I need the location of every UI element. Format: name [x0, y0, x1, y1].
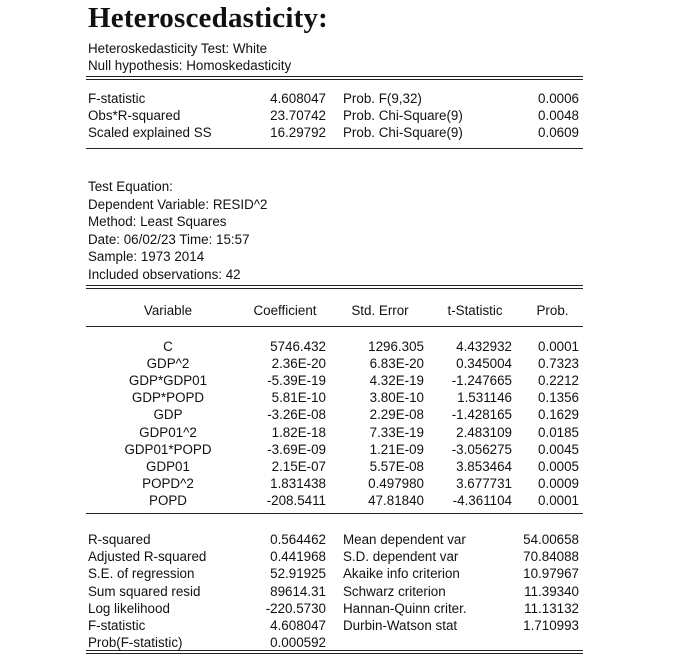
- column-header: Std. Error: [351, 303, 409, 318]
- summary-prob: 0.0609: [538, 125, 579, 140]
- stat-value: 52.91925: [270, 566, 326, 582]
- rule-stats-top: [86, 513, 583, 514]
- prob-value: 0.2212: [538, 373, 579, 389]
- rule-coef-top-2: [86, 288, 583, 289]
- variable-name: C: [163, 339, 173, 354]
- t-statistic-value: 1.531146: [457, 390, 512, 406]
- stat-value: 89614.31: [270, 583, 326, 599]
- variable-name: GDP*GDP01: [128, 373, 208, 389]
- prob-value: 0.0005: [538, 458, 579, 474]
- variable-name: GDP01^2: [139, 424, 197, 440]
- summary-label: Scaled explained SS: [88, 125, 212, 140]
- coefficient-value: 1.831438: [270, 475, 326, 491]
- t-statistic-value: 2.483109: [456, 424, 512, 440]
- stat-label: R-squared: [88, 532, 151, 547]
- t-statistic-value: -3.056275: [451, 441, 512, 457]
- column-header: Coefficient: [253, 303, 317, 318]
- rule-top-1: [86, 76, 583, 77]
- stat-value: 0.441968: [270, 549, 326, 565]
- summary-prob: 0.0048: [538, 108, 579, 123]
- variable-name: GDP^2: [146, 356, 190, 372]
- stat-value-2: 11.39340: [524, 583, 579, 599]
- stat-label: Adjusted R-squared: [88, 549, 207, 565]
- rule-bottom-2: [86, 653, 583, 654]
- variable-name: POPD: [149, 492, 187, 508]
- t-statistic-value: -1.428165: [451, 407, 512, 423]
- column-header: Prob.: [536, 303, 569, 318]
- equation-line: Date: 06/02/23 Time: 15:57: [88, 231, 250, 247]
- t-statistic-value: 4.432932: [456, 339, 512, 354]
- t-statistic-value: 3.853464: [456, 458, 512, 474]
- equation-line: Sample: 1973 2014: [88, 249, 205, 265]
- stat-value-2: 11.13132: [524, 600, 579, 616]
- stat-value: 4.608047: [270, 618, 326, 633]
- std-error-value: 4.32E-19: [369, 373, 424, 389]
- t-statistic-value: 3.677731: [456, 475, 512, 491]
- prob-value: 0.1629: [538, 407, 579, 423]
- equation-line: Test Equation:: [88, 179, 173, 194]
- rule-header-bottom: [86, 326, 583, 327]
- coefficient-value: 5746.432: [270, 339, 326, 354]
- prob-value: 0.0045: [538, 441, 579, 457]
- prob-value: 0.0001: [538, 492, 579, 508]
- coefficient-value: -3.69E-09: [267, 441, 326, 457]
- prob-value: 0.1356: [538, 390, 579, 406]
- stat-label-2: Durbin-Watson stat: [343, 618, 458, 633]
- std-error-value: 6.83E-20: [369, 356, 424, 372]
- std-error-value: 0.497980: [368, 475, 424, 491]
- stat-value: -220.5730: [265, 600, 326, 616]
- summary-prob-label: Prob. Chi-Square(9): [343, 125, 463, 140]
- stat-label: Sum squared resid: [88, 583, 201, 599]
- std-error-value: 1.21E-09: [369, 441, 424, 457]
- variable-name: GDP: [153, 407, 183, 423]
- equation-line: Dependent Variable: RESID^2: [88, 196, 268, 212]
- stat-value-2: 70.84088: [523, 549, 579, 565]
- stat-value: 0.000592: [270, 635, 326, 651]
- std-error-value: 3.80E-10: [369, 390, 424, 406]
- variable-name: POPD^2: [142, 475, 194, 491]
- test-name: Heteroskedasticity Test: White: [88, 41, 268, 56]
- stat-label-2: Mean dependent var: [343, 532, 466, 547]
- summary-value: 16.29792: [270, 125, 326, 140]
- stat-label: S.E. of regression: [88, 566, 195, 582]
- std-error-value: 47.81840: [368, 492, 424, 508]
- rule-summary-bottom: [86, 148, 583, 149]
- std-error-value: 2.29E-08: [369, 407, 424, 423]
- prob-value: 0.0001: [538, 339, 579, 354]
- coefficient-value: 5.81E-10: [271, 390, 326, 406]
- stat-label-2: S.D. dependent var: [343, 549, 459, 565]
- std-error-value: 5.57E-08: [369, 458, 424, 474]
- rule-top-2: [86, 79, 583, 80]
- coefficient-value: 2.15E-07: [271, 458, 326, 474]
- prob-value: 0.0185: [538, 424, 579, 440]
- equation-line: Method: Least Squares: [88, 214, 227, 230]
- t-statistic-value: 0.345004: [456, 356, 512, 372]
- summary-prob-label: Prob. F(9,32): [343, 91, 422, 106]
- t-statistic-value: -1.247665: [451, 373, 512, 389]
- summary-label: F-statistic: [88, 91, 146, 106]
- summary-prob-label: Prob. Chi-Square(9): [343, 108, 463, 123]
- page-title: Heteroscedasticity:: [88, 2, 329, 34]
- stat-label-2: Akaike info criterion: [343, 566, 460, 582]
- coefficient-value: -208.5411: [266, 492, 326, 508]
- std-error-value: 7.33E-19: [369, 424, 424, 440]
- null-hypothesis: Null hypothesis: Homoskedasticity: [88, 58, 292, 73]
- variable-name: GDP*POPD: [131, 390, 205, 406]
- column-header: Variable: [143, 303, 193, 318]
- stat-value-2: 1.710993: [523, 618, 579, 633]
- stat-label-2: Hannan-Quinn criter.: [343, 600, 467, 616]
- prob-value: 0.0009: [538, 475, 579, 491]
- stat-label: Log likelihood: [88, 600, 170, 616]
- stat-label: F-statistic: [88, 618, 146, 633]
- variable-name: GDP01: [146, 458, 190, 474]
- t-statistic-value: -4.361104: [452, 492, 512, 508]
- stat-label: Prob(F-statistic): [88, 635, 183, 651]
- summary-value: 23.70742: [270, 108, 326, 123]
- coefficient-value: 2.36E-20: [271, 356, 326, 372]
- coefficient-value: 1.82E-18: [271, 424, 326, 440]
- column-header: t-Statistic: [447, 303, 503, 318]
- coefficient-value: -3.26E-08: [267, 407, 326, 423]
- stat-value: 0.564462: [270, 532, 326, 547]
- coefficient-value: -5.39E-19: [267, 373, 326, 389]
- rule-coef-top-1: [86, 285, 583, 286]
- stat-value-2: 54.00658: [523, 532, 579, 547]
- prob-value: 0.7323: [538, 356, 579, 372]
- stat-label-2: Schwarz criterion: [343, 583, 446, 599]
- variable-name: GDP01*POPD: [124, 441, 212, 457]
- std-error-value: 1296.305: [368, 339, 424, 354]
- summary-prob: 0.0006: [538, 91, 579, 106]
- rule-bottom-1: [86, 650, 583, 651]
- summary-label: Obs*R-squared: [88, 108, 181, 123]
- equation-line: Included observations: 42: [88, 267, 241, 282]
- stat-value-2: 10.97967: [523, 566, 579, 582]
- summary-value: 4.608047: [270, 91, 326, 106]
